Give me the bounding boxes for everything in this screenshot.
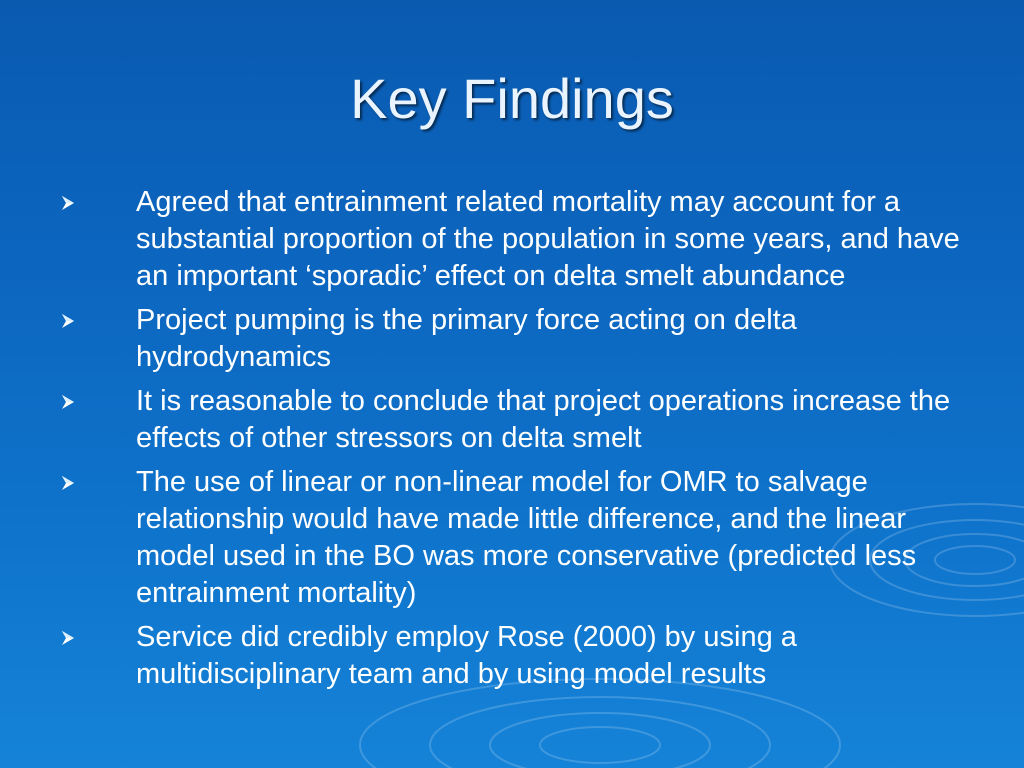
bullet-item [60,619,970,693]
bullet-text: Project pumping is the primary force acting on delta hydrodynamics [136,304,797,373]
arrowhead-bullet-icon [60,302,136,339]
bullet-text: Agreed that entrainment related mortality may account for a substantial proportion of the population in some years, and have an important ‘sporadic’ effect on delta smelt abundance [136,186,960,292]
bullet-item [60,383,970,457]
arrowhead-bullet-icon [60,464,136,501]
bullet-text: Service did credibly employ Rose (2000) by using a multidisciplinary team and by using model results [136,621,797,690]
bullet-item [60,184,970,295]
bullet-list [60,184,970,700]
arrowhead-bullet-icon [60,184,136,221]
slide-title: Key Findings [350,67,674,130]
bullet-item [60,464,970,612]
bullet-text: The use of linear or non-linear model for OMR to salvage relationship would have made little difference, and the linear model used in the BO was more conservative (predicted less entrainment mortality) [136,466,917,609]
arrowhead-bullet-icon [60,383,136,420]
arrowhead-bullet-icon [60,619,136,656]
bullet-text: It is reasonable to conclude that project operations increase the effects of other stressors on delta smelt [136,385,951,454]
bullet-item [60,302,970,376]
